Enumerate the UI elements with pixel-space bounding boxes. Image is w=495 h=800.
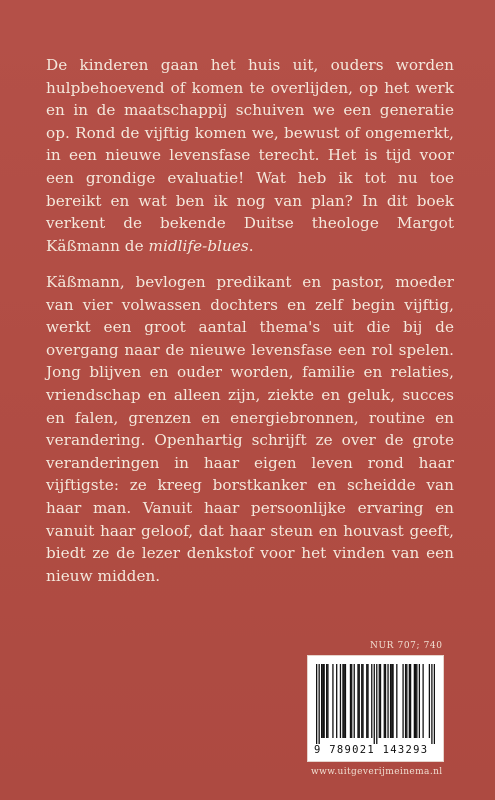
isbn-number: 9 789021 143293 [314,744,429,756]
barcode-bar [359,664,360,738]
barcode-bar [354,664,355,738]
barcode-bar [327,664,328,738]
barcode-bar [410,664,411,738]
barcode-bar [324,664,325,738]
barcode-bar [344,664,345,738]
barcode-panel [307,655,444,762]
barcode-bar [380,664,381,738]
barcode-bar [406,664,407,738]
barcode-bar [374,664,375,744]
barcode-bar [434,664,435,744]
barcode-bar [379,664,380,738]
blurb-paragraph-1-end: . [248,236,254,255]
isbn-barcode [316,664,435,744]
barcode-bar [384,664,385,738]
barcode-bar [431,664,432,744]
barcode-bar [371,664,372,738]
publisher-url: www.uitgeverijmeinema.nl [311,767,443,777]
barcode-bar [366,664,367,738]
barcode-bar [419,664,420,738]
barcode-bar [357,664,358,738]
barcode-bar [316,664,317,744]
barcode-bar [376,664,377,744]
barcode-bar [385,664,386,738]
barcode-bar [429,664,430,738]
barcode-bar [322,664,323,738]
barcode-bar [391,664,392,738]
barcode-bar [361,664,362,738]
blurb-paragraph-1-text: De kinderen gaan het huis uit, ouders worden hulpbehoevend of komen te overlijden, op het werk en in de maatschappij schuiven we een generatie op. Rond de vijftig komen we, bewust of ongemerkt, in een nieuwe levensfase terecht. Het is tijd voor een grondige evaluatie! Wat heb ik tot nu toe bereikt en wat ben ik nog van plan? In dit boek verkent de bekende Duitse theologe Margot Käßmann de [46,56,454,255]
barcode-bar [362,664,363,738]
barcode-bar [319,664,320,744]
barcode-bar [367,664,368,738]
barcode-bar [345,664,346,738]
nur-code: NUR 707; 740 [370,641,443,651]
barcode-bar [396,664,397,738]
barcode-bar [340,664,341,738]
barcode-bar [414,664,415,738]
barcode-bar [342,664,343,738]
barcode-bar [390,664,391,738]
barcode-bar [416,664,417,738]
barcode-bar [402,664,403,738]
blurb-paragraph-2-text: Käßmann, bevlogen predikant en pastor, moeder van vier volwassen dochters en zelf begin vijftig, werkt een groot aantal thema's uit die bij de overgang naar de nieuwe levensfase een rol spelen. Jong blijven en ouder worden, familie en relaties, vriendschap en alleen zijn, ziekte en geluk, succes en falen, grenzen en energiebronnen, routine en verandering. Openhartig schrijft ze over de grote veranderingen in haar eigen leven rond haar vijftigste: ze kreeg borstkanker en scheidde van haar man. Vanuit haar persoonlijke ervaring en vanuit haar geloof, dat haar steun en houvast geeft, biedt ze de lezer denkstof voor het vinden van een nieuw midden. [46,273,454,585]
blurb-paragraph-2 [46,271,454,587]
barcode-bar [321,664,322,738]
barcode-bar [351,664,352,738]
barcode-bar [332,664,333,738]
barcode-bar [350,664,351,738]
barcode-bar [336,664,337,738]
barcode-bar [387,664,388,738]
barcode-bar [415,664,416,738]
barcode-bar [405,664,406,738]
blurb-paragraph-1 [46,54,454,257]
barcode-bar [409,664,410,738]
blurb-italic-term: midlife-blues [148,236,249,255]
barcode-bar [326,664,327,738]
barcode-bar [422,664,423,738]
barcode-bar [392,664,393,738]
